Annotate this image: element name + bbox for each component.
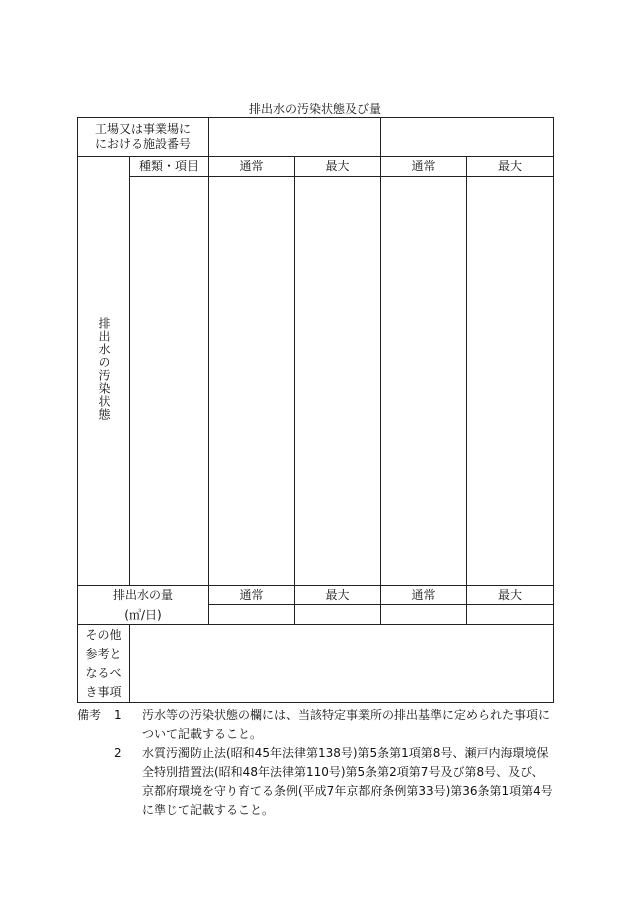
pollution-max-cell-1[interactable] bbox=[295, 177, 381, 586]
pollution-side-label-text: 排出水の汚染状態 bbox=[97, 317, 111, 421]
other-label-line3: なるべ bbox=[85, 665, 122, 680]
kind-item-header: 種類・項目 bbox=[130, 157, 209, 177]
facility-number-cell-2[interactable] bbox=[381, 118, 554, 157]
pollution-col-normal-2: 通常 bbox=[381, 157, 467, 177]
other-content-cell[interactable] bbox=[130, 625, 554, 703]
kind-item-cell[interactable] bbox=[130, 177, 209, 586]
pollution-header-row bbox=[78, 157, 554, 177]
volume-col-normal-2: 通常 bbox=[381, 586, 467, 605]
pollution-normal-cell-2[interactable] bbox=[381, 177, 467, 586]
pollution-col-max-2: 最大 bbox=[467, 157, 554, 177]
facility-number-label bbox=[78, 118, 209, 157]
discharge-water-table bbox=[77, 117, 554, 703]
remarks-section bbox=[77, 706, 553, 820]
remark-number: 1 bbox=[114, 708, 122, 722]
remark-text: 汚水等の汚染状態の欄には、当該特定事業所の排出基準に定められた事項について記載すること。 bbox=[142, 708, 551, 741]
volume-normal-cell-1[interactable] bbox=[209, 605, 295, 625]
volume-max-cell-1[interactable] bbox=[295, 605, 381, 625]
pollution-max-cell-2[interactable] bbox=[467, 177, 554, 586]
remark-number: 2 bbox=[114, 746, 122, 760]
pollution-col-max-1: 最大 bbox=[295, 157, 381, 177]
volume-normal-cell-2[interactable] bbox=[381, 605, 467, 625]
other-label-line2: 参考と bbox=[85, 646, 122, 661]
form-title: 排出水の汚染状態及び量 bbox=[248, 102, 381, 116]
other-label bbox=[78, 625, 130, 703]
volume-header-row bbox=[78, 586, 554, 605]
volume-label-line1: 排出水の量 bbox=[113, 587, 174, 602]
volume-col-max-1: 最大 bbox=[295, 586, 381, 605]
pollution-side-label bbox=[78, 157, 130, 586]
other-label-line4: き事項 bbox=[85, 684, 122, 699]
facility-label-line1: 工場又は事業場に bbox=[95, 122, 192, 136]
volume-col-normal-1: 通常 bbox=[209, 586, 295, 605]
volume-label bbox=[78, 586, 209, 625]
other-row bbox=[78, 625, 554, 703]
pollution-normal-cell-1[interactable] bbox=[209, 177, 295, 586]
pollution-col-normal-1: 通常 bbox=[209, 157, 295, 177]
pollution-body-row bbox=[78, 177, 554, 586]
volume-max-cell-2[interactable] bbox=[467, 605, 554, 625]
remark-text: 水質汚濁防止法(昭和45年法律第138号)第5条第1項第8号、瀬戸内海環境保全特別措置法(昭和48年法律第110号)第5条第2項第7号及び第8号、及び、京都府環境を守り育てる条例(平成7年京都府条例第33号)第36条第1項第4号に準じて記載すること。 bbox=[142, 746, 553, 817]
facility-number-row bbox=[78, 118, 554, 157]
facility-label-line2: における施設番号 bbox=[95, 137, 192, 151]
volume-label-line2: (㎥/日) bbox=[124, 607, 162, 622]
remarks-heading: 備考 bbox=[77, 708, 102, 722]
remark-item-1 bbox=[77, 706, 553, 744]
other-label-line1: その他 bbox=[85, 627, 122, 642]
remark-item-2 bbox=[77, 744, 553, 820]
volume-col-max-2: 最大 bbox=[467, 586, 554, 605]
facility-number-cell-1[interactable] bbox=[209, 118, 381, 157]
